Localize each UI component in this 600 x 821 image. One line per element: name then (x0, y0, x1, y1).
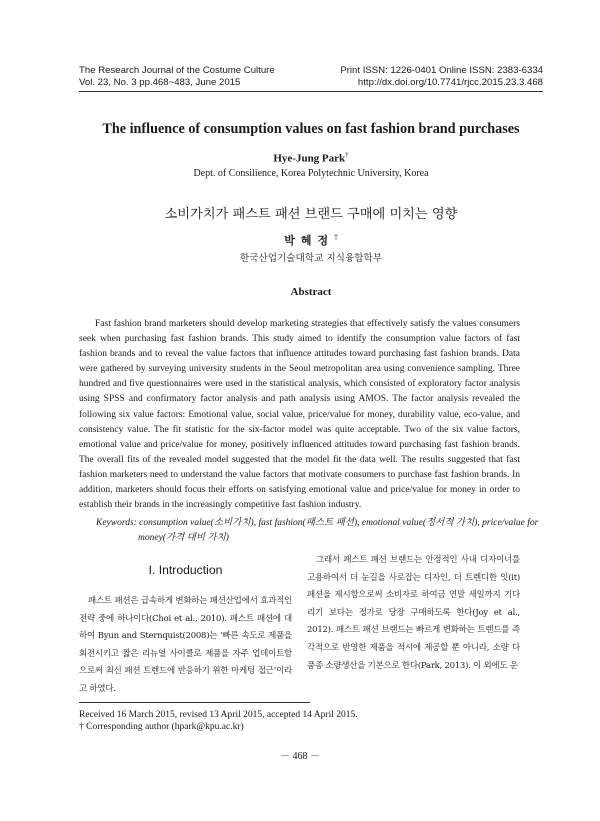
section-heading: I. Introduction (148, 563, 223, 577)
abstract-heading: Abstract (290, 286, 332, 298)
doi-link[interactable]: http://dx.doi.org/10.7741/rjcc.2015.23.3.468 (357, 77, 543, 88)
author-name (79, 151, 543, 165)
footnote-received: Received 16 March 2015, revised 13 April 2015, accepted 14 April 2015. (79, 710, 358, 720)
paper-title-korean: 소비가치가 패스트 패션 브랜드 구매에 미치는 영향 (164, 207, 458, 222)
author-dagger: † (345, 151, 349, 159)
author-affiliation: Dept. of Consilience, Korea Polytechnic University, Korea (193, 168, 429, 179)
paper-title: The influence of consumption values on fast fashion brand purchases (102, 121, 520, 137)
page-number: － 468 － (280, 751, 320, 762)
author-name-korean-text: 박혜정 (284, 234, 335, 247)
footnote-corresponding: † Corresponding author (hpark@kpu.ac.kr) (79, 722, 244, 732)
author-name-text: Hye-Jung Park (273, 152, 346, 165)
footnote-divider (79, 702, 310, 703)
issn: Print ISSN: 1226-0401 Online ISSN: 2383-6334 (340, 65, 543, 76)
journal-name: The Research Journal of the Costume Culture (79, 65, 275, 76)
header-divider (79, 91, 543, 92)
author-affiliation-korean: 한국산업기술대학교 지식융합학부 (239, 253, 383, 264)
keywords: Keywords: consumption value(소비가치), fast fashion(패스트 패션), emotional value(정서적 가치), price/value for money(가격 대비 가치) (96, 518, 539, 543)
author-name-korean (79, 232, 543, 248)
intro-right-column: 그래서 패스트 패션 브랜드는 안정적인 사내 디자이너를 고용하여서 더 눈길을 사로잡는 디자인, 더 트렌디한 잇(it) 패션을 제시함으로써 소비자로 하여금 연말 세일까지 기다리기 보다는 정가로 당장 구매하도록 한다(Joy et al., 2012). 패스트 패션 브랜드는 빠르게 변화하는 트렌드를 즉각적으로 반영한 제품을 적시에 제공할 뿐 아니라, 소량 다품종 소량생산을 기본으로 한다(Park, 2013). 이 외에도 운 (307, 555, 520, 671)
intro-left-column: 패스트 패션은 급속하게 변화하는 패션산업에서 효과적인 전략 중에 하나이다(Choi et al., 2010). 패스트 패션에 대하여 Byun and Sternquist(2008)는 ‘빠른 속도로 제품을 회전시키고 짧은 리뉴얼 사이클로 제품을 자주 업데이트함으로써 최신 패션 트렌드에 반응하기 위한 마케팅 접근’이라고 하였다. (79, 596, 292, 694)
author-korean-dagger: † (334, 233, 338, 242)
volume-info: Vol. 23, No. 3 pp.468~483, June 2015 (79, 77, 241, 88)
abstract-body: Fast fashion brand marketers should develop marketing strategies that effectively satisfy the values consumers seek when purchasing fast fashion brands. This study aimed to identify the consumption value factors of fast fashion brands and to reveal the value factors that influence attitudes toward purchasing fast fashion brands. Data were gathered by surveying university students in the Seoul metropolitan area using convenience sampling. Three hundred and five questionnaires were used in the statistical analysis, which consisted of exploratory factor analysis using SPSS and confirmatory factor analysis and path analysis using AMOS. The factor analysis revealed the following six value factors: Emotional value, social value, price/value for money, durability value, eco-value, and consistency value. The fit statistic for the six-factor model was quite acceptable. Two of the six value factors, emotional value and price/value for money, positively influenced attitudes toward purchasing fast fashion brands. The overall fits of the revealed model suggested that the model fit the data well. The results suggested that fast fashion marketers need to understand the value factors that motivate consumers to purchase fast fashion brands. In addition, marketers should focus their efforts on satisfying emotional value and price/value for money in order to establish their brands in the increasingly competitive fast fashion industry. (79, 319, 520, 511)
